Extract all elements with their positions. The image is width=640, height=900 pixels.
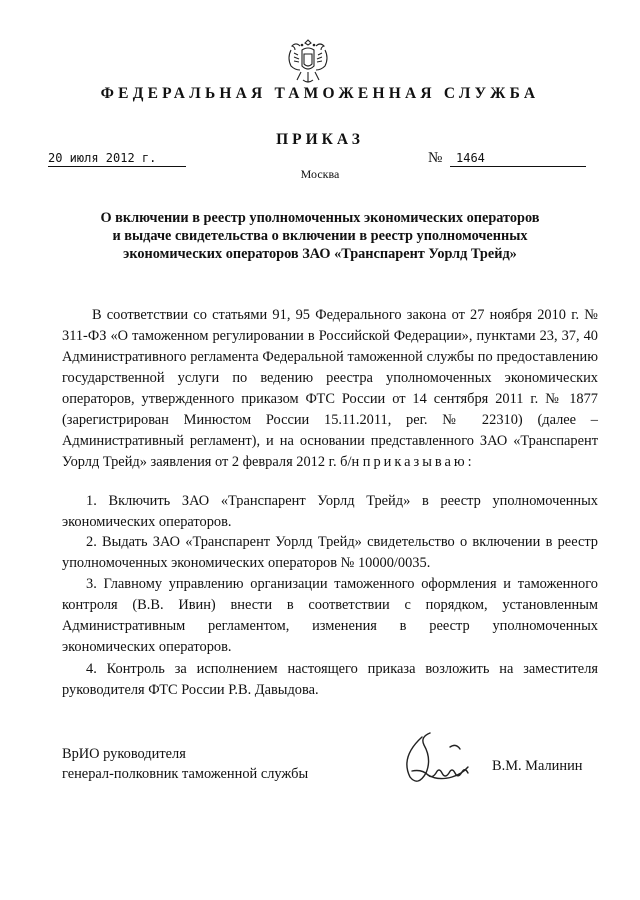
order-date: 20 июля 2012 г. bbox=[48, 151, 186, 167]
document-type-title: ПРИКАЗ bbox=[276, 131, 364, 148]
order-number: 1464 bbox=[450, 151, 586, 167]
order-heading bbox=[70, 209, 570, 263]
preamble-text: В соответствии со статьями 91, 95 Федерального закона от 27 ноября 2010 г. № 311-ФЗ «О таможенном регулировании в Российской Федерации», пунктами 23, 37, 40 Административного регламента Федеральной таможенной службы по предоставлению государственной услуги по ведению реестра уполномоченных экономических операторов, утвержденного приказом ФТС России от 14 сентября 2011 г. № 1877 (зарегистрирован Минюстом России 15.11.2011, рег. № 22310) (далее – Административный регламент), и на основании представленного ЗАО «Транспарент Уорлд Трейд» заявления от 2 февраля 2012 г. б/н bbox=[62, 307, 598, 470]
city: Москва bbox=[300, 167, 340, 181]
coat-of-arms-icon bbox=[285, 36, 331, 88]
clause-3: 3. Главному управлению организации таможенного оформления и таможенного контроля (В.В. Ивин) внести в соответствии с порядком, установленным Административным регламентом, изменения в реестр уполномоченных экономических операторов. bbox=[62, 576, 598, 655]
signatory-name: В.М. Малинин bbox=[492, 758, 583, 774]
number-sign: № bbox=[428, 150, 443, 166]
handwritten-signature-icon bbox=[392, 727, 484, 789]
clause-1: 1. Включить ЗАО «Транспарент Уорлд Трейд» в реестр уполномоченных экономических операторов. bbox=[62, 493, 598, 530]
signatory-title-line: генерал-полковник таможенной службы bbox=[62, 766, 309, 782]
clause-2: 2. Выдать ЗАО «Транспарент Уорлд Трейд» свидетельство о включении в реестр уполномоченных экономических операторов № 10000/0035. bbox=[62, 534, 598, 571]
signatory-title bbox=[62, 744, 308, 784]
clause-4: 4. Контроль за исполнением настоящего приказа возложить на заместителя руководителя ФТС России Р.В. Давыдова. bbox=[62, 661, 598, 698]
heading-line: О включении в реестр уполномоченных экономических операторов bbox=[100, 210, 540, 226]
command-word: приказываю: bbox=[362, 454, 475, 470]
heading-line: и выдаче свидетельства о включении в реестр уполномоченных bbox=[112, 228, 528, 244]
heading-line: экономических операторов ЗАО «Транспарент Уорлд Трейд» bbox=[123, 246, 517, 262]
preamble-paragraph bbox=[62, 305, 598, 473]
signatory-title-line: ВрИО руководителя bbox=[62, 746, 186, 762]
agency-name: ФЕДЕРАЛЬНАЯ ТАМОЖЕННАЯ СЛУЖБА bbox=[100, 85, 540, 102]
